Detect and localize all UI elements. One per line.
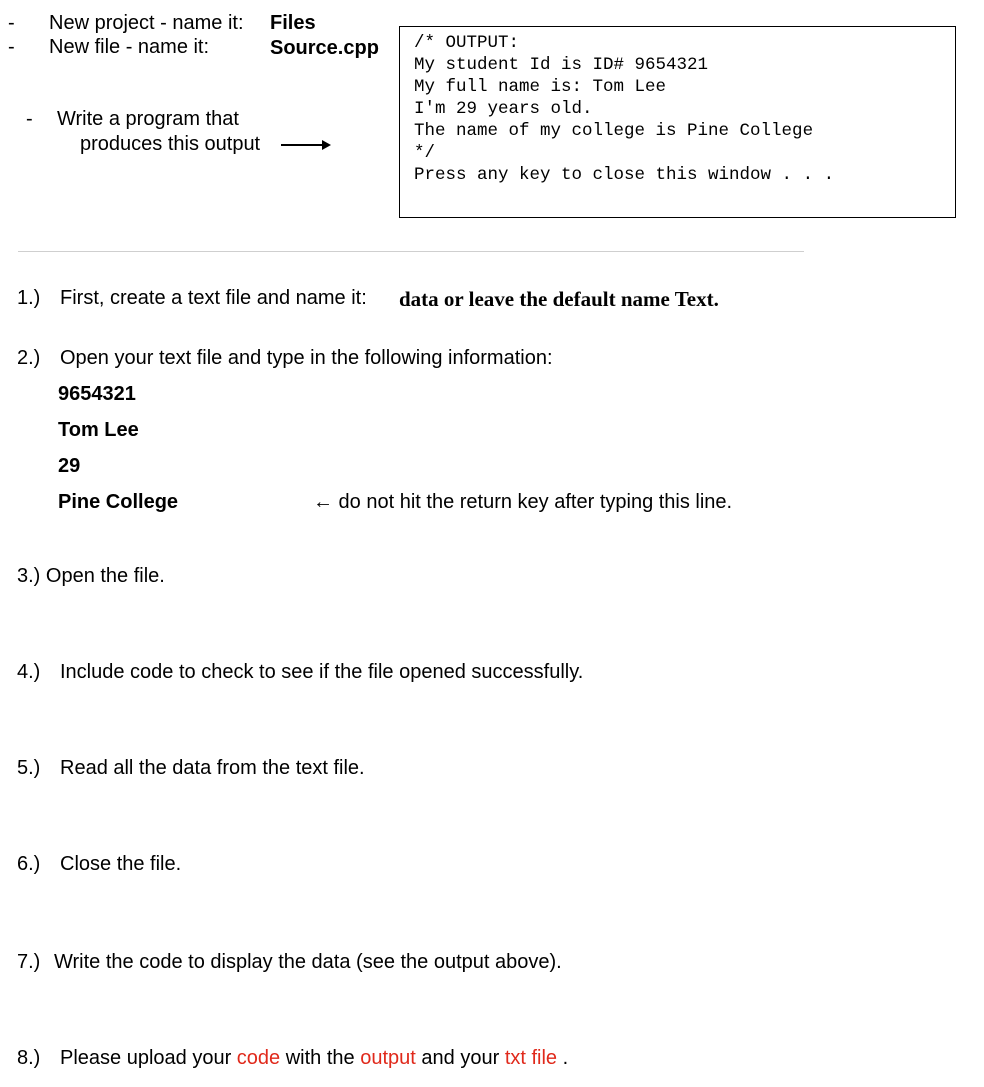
- step-8-and: and your: [421, 1047, 500, 1069]
- data-line-age: 29: [58, 455, 81, 477]
- step-8-end: .: [562, 1047, 569, 1069]
- file-label: New file - name it:: [49, 36, 210, 58]
- step-8-with: with the: [285, 1047, 355, 1069]
- step-number: 4.): [17, 661, 41, 683]
- data-line-name: Tom Lee: [58, 419, 139, 441]
- divider: [18, 251, 804, 252]
- right-arrow-icon: [281, 144, 329, 146]
- step-3-text: 3.) Open the file.: [17, 565, 165, 587]
- step-2-text: Open your text file and type in the following information:: [60, 347, 553, 369]
- step-4-text: Include code to check to see if the file opened successfully.: [60, 661, 584, 683]
- txt-file-highlight: txt file: [504, 1047, 558, 1069]
- output-line: */: [414, 143, 436, 163]
- step-1-bold: data or leave the default name Text.: [399, 287, 719, 311]
- output-line: I'm 29 years old.: [414, 99, 593, 119]
- step-6-text: Close the file.: [60, 853, 182, 875]
- project-name: Files: [270, 12, 316, 34]
- step-number: 1.): [17, 287, 41, 309]
- output-highlight: output: [360, 1047, 416, 1069]
- data-line-id: 9654321: [58, 383, 136, 405]
- step-number: 8.): [17, 1047, 41, 1069]
- output-box: [399, 26, 956, 218]
- output-line: /* OUTPUT:: [414, 33, 520, 53]
- bullet-dash: -: [26, 108, 33, 130]
- project-label: New project - name it:: [49, 12, 244, 34]
- step-number: 7.): [17, 951, 41, 973]
- step-7-text: Write the code to display the data (see the output above).: [54, 951, 562, 973]
- output-line: Press any key to close this window . . .: [414, 165, 835, 185]
- step-8-text: [60, 1047, 568, 1070]
- step-8-pre: Please upload your: [60, 1047, 232, 1069]
- step-number: 5.): [17, 757, 41, 779]
- return-key-note: ← do not hit the return key after typing this line.: [313, 491, 733, 513]
- step-number: 2.): [17, 347, 41, 369]
- step-1-text: First, create a text file and name it:: [60, 287, 367, 309]
- step-5-text: Read all the data from the text file.: [60, 757, 365, 779]
- write-program-line2: produces this output: [80, 133, 261, 155]
- data-line-college: Pine College: [58, 491, 179, 513]
- output-text: [414, 32, 834, 186]
- output-line: My full name is: Tom Lee: [414, 77, 667, 97]
- bullet-dash: -: [8, 12, 15, 34]
- step-number: 6.): [17, 853, 41, 875]
- output-line: My student Id is ID# 9654321: [414, 55, 709, 75]
- bullet-dash: -: [8, 36, 15, 58]
- code-highlight: code: [236, 1047, 281, 1069]
- output-line: The name of my college is Pine College: [414, 121, 814, 141]
- write-program-line1: Write a program that: [57, 108, 239, 130]
- file-name: Source.cpp: [270, 37, 379, 59]
